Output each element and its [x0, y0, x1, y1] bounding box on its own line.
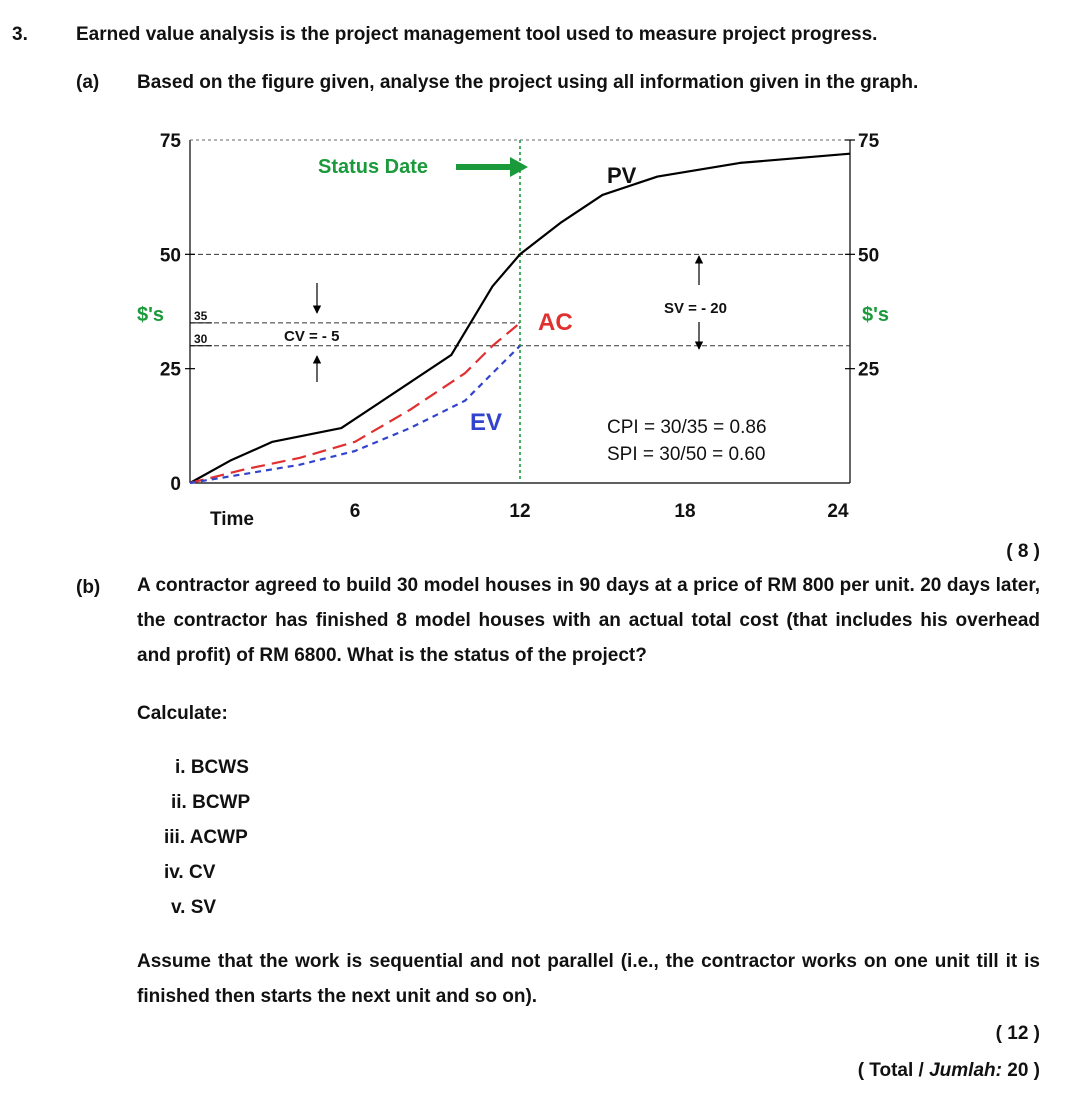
- status-date-arrow-head: [510, 157, 528, 177]
- total-suffix: 20 ): [1001, 1060, 1040, 1081]
- series-label-pv: PV: [607, 163, 637, 188]
- calculate-label: Calculate:: [137, 703, 228, 724]
- question-title: Earned value analysis is the project management tool used to measure project progress.: [76, 24, 878, 45]
- y-tick-label-left: 75: [159, 131, 181, 152]
- y-tick-label-right: 75: [858, 131, 880, 152]
- inner-tick-label-35: 35: [194, 308, 208, 323]
- x-tick-label: 18: [674, 501, 696, 522]
- y-tick-label-left: 0: [170, 474, 181, 495]
- inner-tick-label-30: 30: [194, 331, 208, 346]
- y-axis-label-left: $'s: [137, 304, 165, 326]
- y-tick-label-left: 25: [159, 359, 181, 381]
- list-item-bcwp: ii. BCWP: [171, 792, 251, 813]
- part-b-text: A contractor agreed to build 30 model houses in 90 days at a price of RM 800 per unit. 20 days later, the contractor has finished 8 model houses with an actual total cost (that includes his overhead and profit) of RM 6800. What is the status of the project?: [137, 575, 1040, 666]
- x-tick-label: 6: [349, 501, 361, 522]
- list-item-cv: iv. CV: [164, 862, 216, 883]
- assumption-text: Assume that the work is sequential and not parallel (i.e., the contractor works on one unit till it is finished then starts the next unit and so on).: [137, 951, 1040, 1007]
- y-tick-label-right: 25: [858, 359, 880, 381]
- x-axis-label: Time: [209, 509, 255, 530]
- status-date-arrow-shaft: [456, 164, 512, 170]
- part-b-label: (b): [76, 577, 101, 598]
- y-tick-label-right: 50: [858, 245, 880, 267]
- total-marks: [858, 1060, 1040, 1082]
- y-axis-label-right: $'s: [862, 304, 890, 326]
- cpi-annotation: CPI = 30/35 = 0.86: [607, 417, 767, 438]
- list-item-bcws: i. BCWS: [175, 757, 249, 778]
- x-tick-label: 24: [827, 501, 849, 522]
- series-line-ac: [190, 323, 520, 483]
- sv-annotation: SV = - 20: [664, 300, 727, 317]
- earned-value-chart: [0, 0, 1080, 540]
- part-a-marks: ( 8 ): [1006, 541, 1040, 562]
- part-a-label: (a): [76, 72, 100, 93]
- cv-annotation: CV = - 5: [284, 328, 340, 345]
- spi-annotation: SPI = 30/50 = 0.60: [607, 444, 766, 465]
- series-label-ev: EV: [470, 409, 503, 436]
- status-date-label: Status Date: [318, 156, 429, 178]
- question-number: 3.: [12, 24, 28, 45]
- list-item-acwp: iii. ACWP: [164, 827, 248, 848]
- total-italic: Jumlah:: [929, 1060, 1002, 1081]
- y-tick-label-left: 50: [159, 245, 181, 267]
- list-item-sv: v. SV: [171, 897, 217, 918]
- part-a-text: Based on the figure given, analyse the project using all information given in the graph.: [137, 72, 919, 93]
- x-tick-label: 12: [509, 501, 531, 522]
- part-b-marks: ( 12 ): [995, 1023, 1040, 1044]
- series-label-ac: AC: [538, 309, 573, 336]
- total-prefix: ( Total /: [857, 1060, 930, 1081]
